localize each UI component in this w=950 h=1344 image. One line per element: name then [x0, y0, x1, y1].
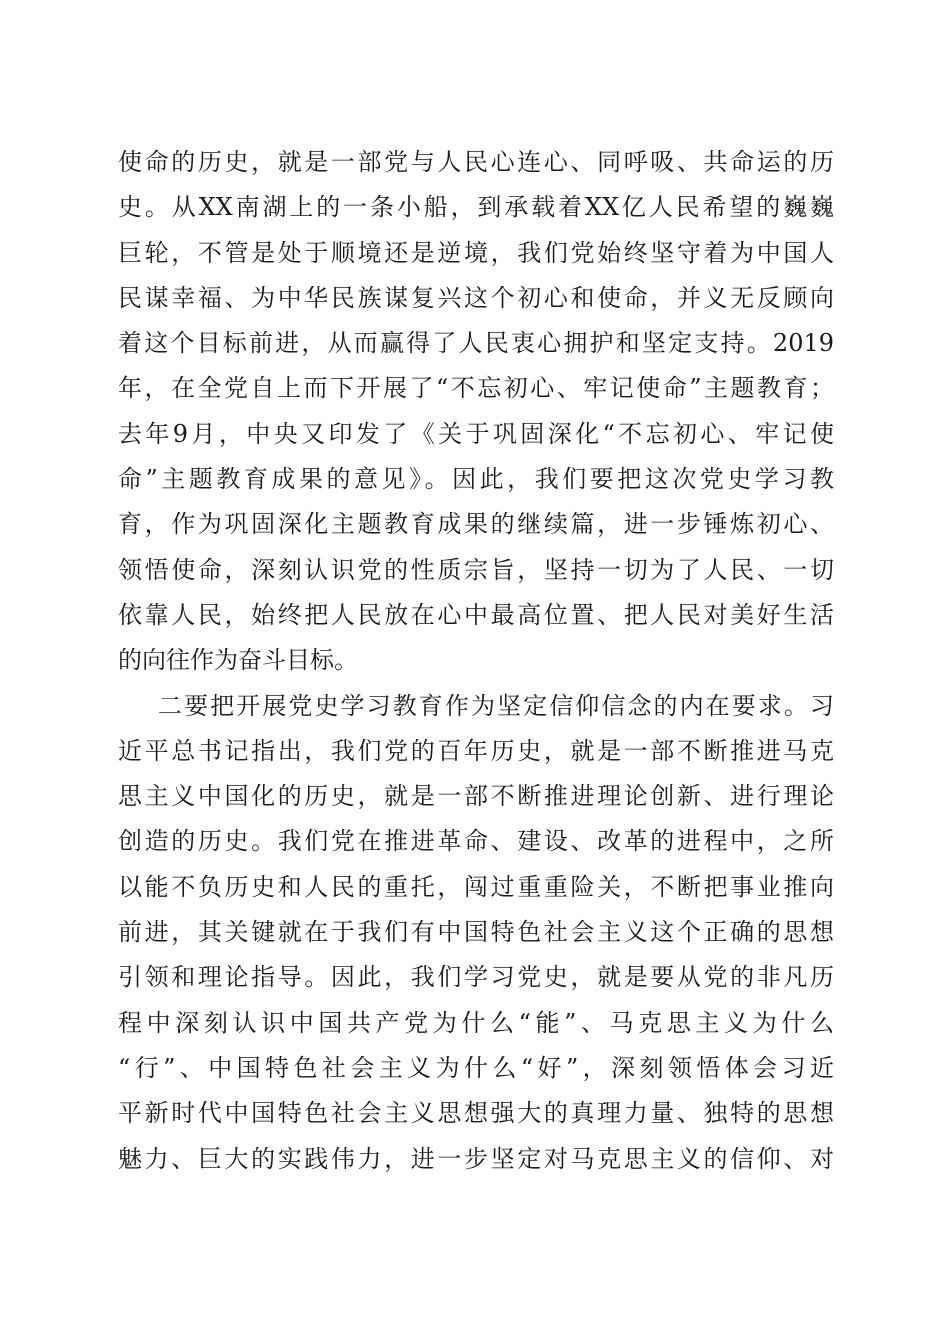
text-line: 程中深刻认识中国共产党为什么“能”、马克思主义为什么: [118, 1008, 834, 1037]
text-line: 二要把开展党史学习教育作为坚定信仰信念的内在要求。习: [158, 691, 834, 720]
text-line: 依靠人民，始终把人民放在心中最高位置、把人民对美好生活: [118, 600, 834, 629]
text-line: 魅力、巨大的实践伟力，进一步坚定对马克思主义的信仰、对: [118, 1144, 834, 1173]
text-line: 创造的历史。我们党在推进革命、建设、改革的进程中，之所: [118, 827, 834, 856]
text-line: 命”主题教育成果的意见》。因此，我们要把这次党史学习教: [118, 465, 834, 494]
text-line: 民谋幸福、为中华民族谋复兴这个初心和使命，并义无反顾向: [118, 283, 834, 312]
body-text: [118, 140, 834, 1182]
text-line: 年，在全党自上而下开展了“不忘初心、牢记使命”主题教育；: [118, 374, 834, 403]
text-line: 以能不负历史和人民的重托，闯过重重险关，不断把事业推向: [118, 872, 834, 901]
text-line: 引领和理论指导。因此，我们学习党史，就是要从党的非凡历: [118, 963, 834, 992]
text-line: 育，作为巩固深化主题教育成果的继续篇，进一步锤炼初心、: [118, 510, 834, 539]
text-line: 近平总书记指出，我们党的百年历史，就是一部不断推进马克: [118, 736, 834, 765]
text-line: 思主义中国化的历史，就是一部不断推进理论创新、进行理论: [118, 782, 834, 811]
text-line: 史。从XX南湖上的一条小船，到承载着XX亿人民希望的巍巍: [118, 193, 834, 222]
text-line: 巨轮，不管是处于顺境还是逆境，我们党始终坚守着为中国人: [118, 238, 834, 267]
text-line: 去年9月，中央又印发了《关于巩固深化“不忘初心、牢记使: [118, 419, 834, 448]
text-line: 的向往作为奋斗目标。: [118, 646, 358, 675]
text-line: 前进，其关键就在于我们有中国特色社会主义这个正确的思想: [118, 918, 834, 947]
text-line: “行”、中国特色社会主义为什么“好”，深刻领悟体会习近: [118, 1053, 834, 1082]
text-line: 使命的历史，就是一部党与人民心连心、同呼吸、共命运的历: [118, 148, 834, 176]
text-line: 平新时代中国特色社会主义思想强大的真理力量、独特的思想: [118, 1099, 834, 1128]
text-line: 领悟使命，深刻认识党的性质宗旨，坚持一切为了人民、一切: [118, 555, 834, 584]
text-line: 着这个目标前进，从而赢得了人民衷心拥护和坚定支持。2019: [118, 329, 834, 358]
